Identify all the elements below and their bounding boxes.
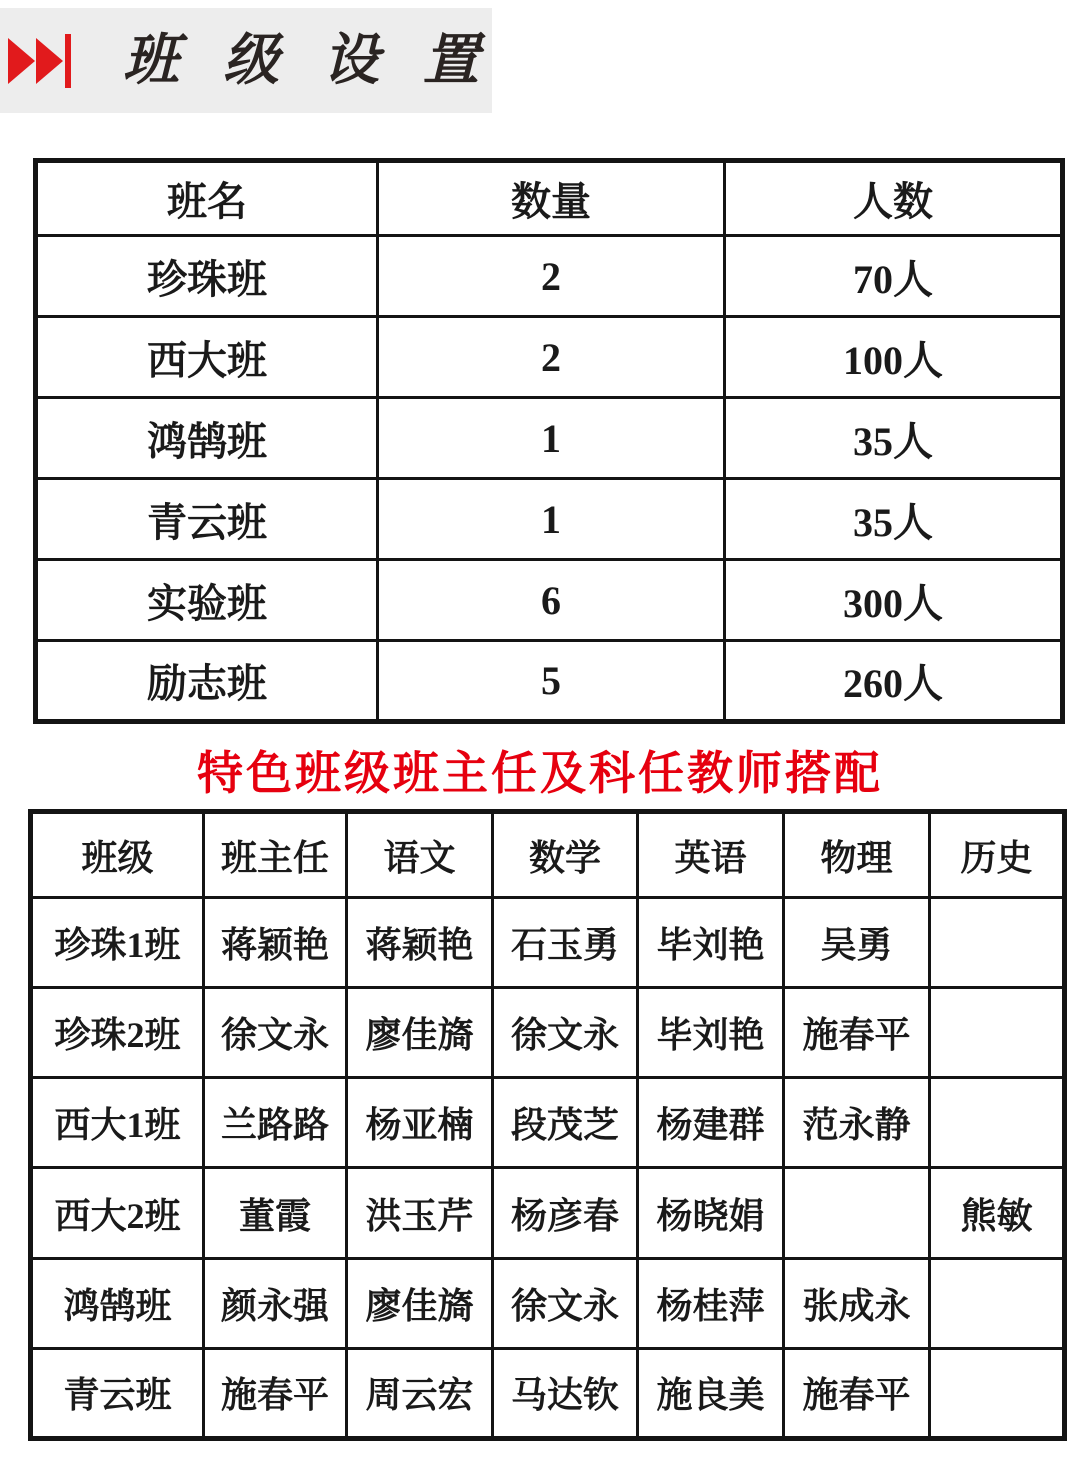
- table-cell: 施春平: [784, 988, 930, 1078]
- table-cell: 蒋颖艳: [347, 898, 493, 988]
- fast-forward-triangle: [36, 38, 63, 84]
- table-cell: 励志班: [36, 641, 378, 722]
- table-cell: 毕刘艳: [638, 898, 784, 988]
- table-row: [31, 988, 1065, 1078]
- table-cell: 兰路路: [204, 1078, 347, 1168]
- page-title: 班级设置: [123, 27, 523, 93]
- table-row: [31, 1258, 1065, 1348]
- table-cell: [784, 1168, 930, 1258]
- table-row: [31, 1348, 1065, 1438]
- table-cell: 西大1班: [31, 1078, 204, 1168]
- table-cell: 马达钦: [493, 1348, 638, 1438]
- column-header: 物理: [784, 812, 930, 898]
- fast-forward-icon: [8, 34, 71, 88]
- table-cell: 段茂芝: [493, 1078, 638, 1168]
- fast-forward-bar: [65, 34, 71, 88]
- table-cell: 5: [378, 641, 725, 722]
- table-cell: 珍珠1班: [31, 898, 204, 988]
- column-header: 数学: [493, 812, 638, 898]
- header-banner: [0, 8, 523, 113]
- table-cell: 青云班: [36, 479, 378, 560]
- table-cell: 周云宏: [347, 1348, 493, 1438]
- table-cell: 2: [378, 317, 725, 398]
- header-row: [31, 812, 1065, 898]
- table-cell: 2: [378, 236, 725, 317]
- table-row: [36, 479, 1063, 560]
- table-cell: [930, 1078, 1065, 1168]
- table-cell: 青云班: [31, 1348, 204, 1438]
- column-header: 英语: [638, 812, 784, 898]
- teacher-section-title: 特色班级班主任及科任教师搭配: [197, 747, 883, 799]
- table-cell: [930, 988, 1065, 1078]
- table-cell: 杨桂萍: [638, 1258, 784, 1348]
- column-header: 班主任: [204, 812, 347, 898]
- table-row: [36, 398, 1063, 479]
- table-row: [31, 1168, 1065, 1258]
- table-cell: 1: [378, 479, 725, 560]
- class-setup-table: [33, 158, 1065, 724]
- table-cell: 洪玉芹: [347, 1168, 493, 1258]
- table-cell: 70人: [725, 236, 1063, 317]
- table-cell: 西大2班: [31, 1168, 204, 1258]
- table-cell: 6: [378, 560, 725, 641]
- table-cell: 鸿鹄班: [36, 398, 378, 479]
- table-cell: 260人: [725, 641, 1063, 722]
- column-header: 人数: [725, 161, 1063, 236]
- table-row: [31, 898, 1065, 988]
- table-cell: 廖佳旖: [347, 1258, 493, 1348]
- table-row: [36, 236, 1063, 317]
- column-header: 历史: [930, 812, 1065, 898]
- table-cell: 范永静: [784, 1078, 930, 1168]
- table-cell: 董霞: [204, 1168, 347, 1258]
- table-cell: 毕刘艳: [638, 988, 784, 1078]
- teacher-assignment-table: [28, 809, 1067, 1441]
- table-cell: 珍珠2班: [31, 988, 204, 1078]
- table-cell: 300人: [725, 560, 1063, 641]
- column-header: 数量: [378, 161, 725, 236]
- table-cell: 徐文永: [493, 1258, 638, 1348]
- column-header: 班级: [31, 812, 204, 898]
- column-header: 语文: [347, 812, 493, 898]
- table-cell: 颜永强: [204, 1258, 347, 1348]
- table-cell: 鸿鹄班: [31, 1258, 204, 1348]
- table-cell: 张成永: [784, 1258, 930, 1348]
- column-header: 班名: [36, 161, 378, 236]
- table-cell: 珍珠班: [36, 236, 378, 317]
- table-cell: 35人: [725, 398, 1063, 479]
- table-cell: 徐文永: [493, 988, 638, 1078]
- table-cell: 杨建群: [638, 1078, 784, 1168]
- fast-forward-triangle: [8, 38, 35, 84]
- table-cell: [930, 1258, 1065, 1348]
- table-cell: 杨彦春: [493, 1168, 638, 1258]
- table-cell: 施春平: [784, 1348, 930, 1438]
- table-cell: 施春平: [204, 1348, 347, 1438]
- table-cell: 西大班: [36, 317, 378, 398]
- table-row: [31, 1078, 1065, 1168]
- table-row: [36, 560, 1063, 641]
- table-cell: 35人: [725, 479, 1063, 560]
- header-row: [36, 161, 1063, 236]
- table-row: [36, 317, 1063, 398]
- table-cell: 100人: [725, 317, 1063, 398]
- table-cell: 杨晓娟: [638, 1168, 784, 1258]
- table-cell: 熊敏: [930, 1168, 1065, 1258]
- table-cell: [930, 898, 1065, 988]
- table-cell: 廖佳旖: [347, 988, 493, 1078]
- table-row: [36, 641, 1063, 722]
- table-cell: 实验班: [36, 560, 378, 641]
- table-cell: 徐文永: [204, 988, 347, 1078]
- table-cell: 石玉勇: [493, 898, 638, 988]
- table-cell: 杨亚楠: [347, 1078, 493, 1168]
- table-cell: 施良美: [638, 1348, 784, 1438]
- table-cell: 蒋颖艳: [204, 898, 347, 988]
- table-cell: 吴勇: [784, 898, 930, 988]
- table-cell: [930, 1348, 1065, 1438]
- table-cell: 1: [378, 398, 725, 479]
